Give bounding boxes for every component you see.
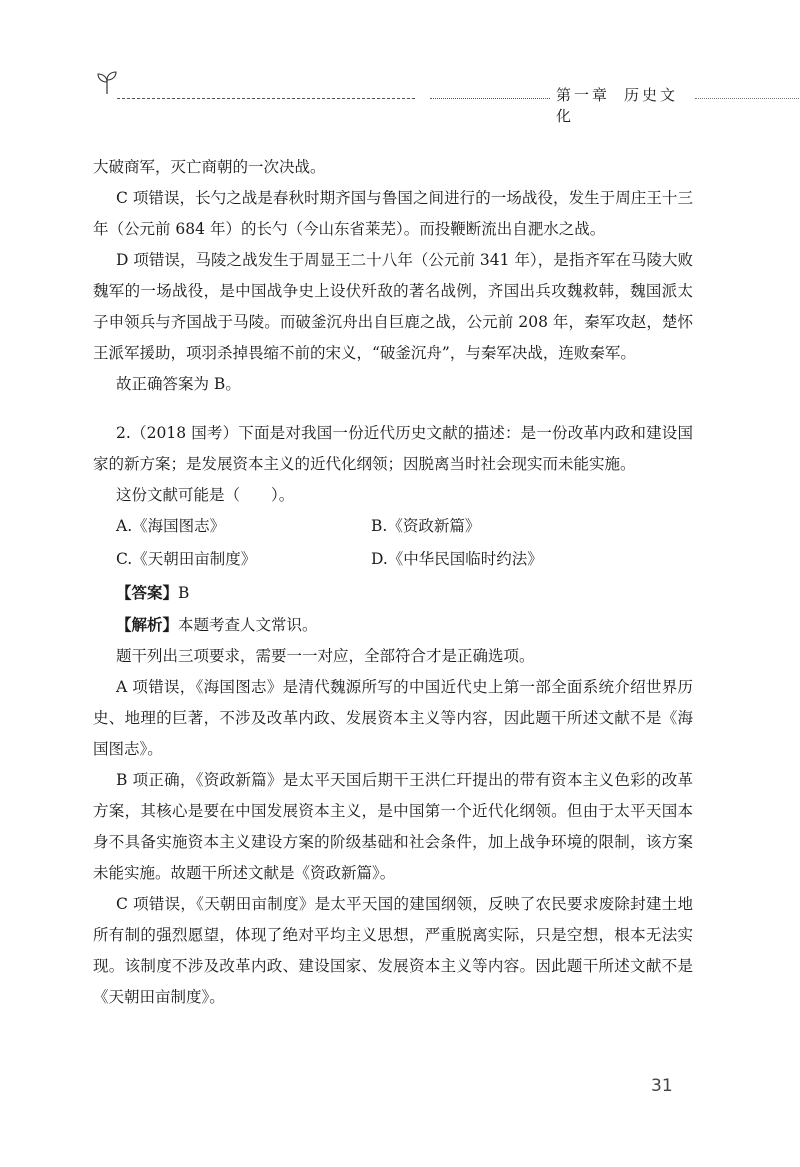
option-b: B.《资政新篇》: [371, 517, 481, 535]
analysis-intro: 本题考查人文常识。: [178, 616, 318, 634]
analysis-paragraph: B 项正确，《资政新篇》是太平天国后期干王洪仁玕提出的带有资本主义色彩的改革方案，其核心是要在中国发展资本主义，是中国第一个近代化纲领。但由于太平天国本身不具备实施资本主义建设方案的阶级基础和社会条件，加上战争环境的限制，该方案未能实施。故题干所述文献是《资政新篇》。: [93, 771, 693, 882]
answer-value: B: [178, 584, 190, 602]
analysis-label: 【解析】: [116, 615, 179, 634]
answer-label: 【答案】: [116, 583, 179, 602]
chapter-label: 第一章: [556, 86, 611, 104]
paragraph-continuation: 大破商军，灭亡商朝的一次决战。: [93, 158, 326, 176]
page-number: 31: [651, 1076, 673, 1096]
analysis-line: [93, 609, 693, 641]
analysis-paragraph: 题干列出三项要求，需要一一对应，全部符合才是正确选项。: [116, 647, 535, 665]
header-rule-left: [117, 98, 415, 99]
answer-line: [93, 577, 693, 609]
analysis-paragraph: C 项错误，《天朝田亩制度》是太平天国的建国纲领，反映了农民要求废除封建土地所有制的强烈愿望，体现了绝对平均主义思想，严重脱离实际，只是空想，根本无法实现。该制度不涉及改革内政、建设国家、发展资本主义等内容。因此题干所述文献不是《天朝田亩制度》。: [93, 895, 693, 1006]
options-row-1: [93, 511, 693, 544]
paragraph-option-c-explanation: C 项错误，长勺之战是春秋时期齐国与鲁国之间进行的一场战役，发生于周庄王十三年（公元前 684 年）的长勺（今山东省莱芜）。而投鞭断流出自淝水之战。: [93, 189, 693, 238]
page-header: [95, 70, 715, 125]
paragraph-conclusion: 故正确答案为 B。: [116, 375, 241, 393]
option-c: C.《天朝田亩制度》: [116, 550, 257, 568]
options-row-2: [93, 544, 693, 577]
analysis-paragraph: A 项错误，《海国图志》是清代魏源所写的中国近代史上第一部全面系统介绍世界历史、地理的巨著，不涉及改革内政、发展资本主义等内容，因此题干所述文献不是《海国图志》。: [93, 678, 693, 758]
page-body: [93, 152, 693, 1013]
chapter-title: 历史文化: [556, 86, 679, 125]
sprout-icon: [95, 70, 119, 96]
option-d: D.《中华民国临时约法》: [371, 550, 543, 568]
paragraph-option-d-explanation: D 项错误，马陵之战发生于周显王二十八年（公元前 341 年），是指齐军在马陵大败魏军的一场战役，是中国战争史上设伏歼敌的著名战例，齐国出兵攻魏救韩，魏国派太子申领兵与齐国战于马陵。而破釜沉舟出自巨鹿之战，公元前 208 年，秦军攻赵，楚怀王派军援助，项羽杀掉畏缩不前的宋义，“破釜沉舟”，与秦军决战，连败秦军。: [93, 251, 693, 362]
question-stem: 2.（2018 国考）下面是对我国一份近代历史文献的描述：是一份改革内政和建设国家的新方案；是发展资本主义的近代化纲领；因脱离当时社会现实而未能实施。: [93, 424, 693, 473]
chapter-heading: [550, 84, 715, 126]
header-rule-right: [695, 98, 800, 99]
question-prompt: 这份文献可能是（ ）。: [116, 486, 295, 504]
option-a: A.《海国图志》: [116, 517, 226, 535]
